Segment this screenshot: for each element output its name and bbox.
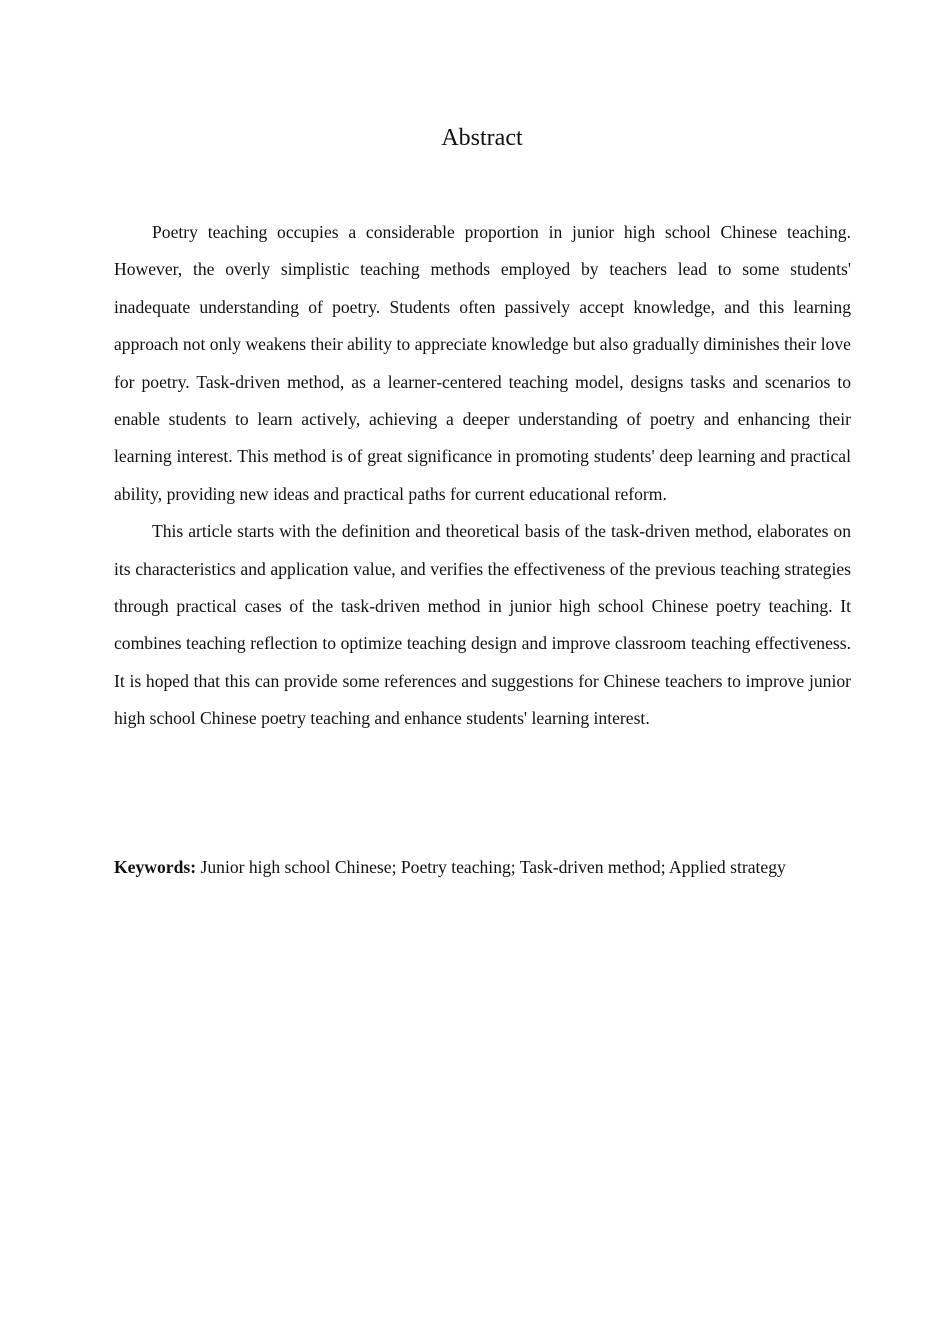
abstract-body xyxy=(114,214,851,738)
keywords-value: Junior high school Chinese; Poetry teaching; Task-driven method; Applied strategy xyxy=(200,857,786,877)
abstract-paragraph-2: This article starts with the definition and theoretical basis of the task-driven method, elaborates on its characteristics and application value, and verifies the effectiveness of the previous teaching strategies through practical cases of the task-driven method in junior high school Chinese poetry teaching. It combines teaching reflection to optimize teaching design and improve classroom teaching effectiveness. It is hoped that this can provide some references and suggestions for Chinese teachers to improve junior high school Chinese poetry teaching and enhance students' learning interest. xyxy=(114,521,851,729)
abstract-paragraph-1: Poetry teaching occupies a considerable proportion in junior high school Chinese teaching. However, the overly simplistic teaching methods employed by teachers lead to some students' inadequate understanding of poetry. Students often passively accept knowledge, and this learning approach not only weakens their ability to appreciate knowledge but also gradually diminishes their love for poetry. Task-driven method, as a learner-centered teaching model, designs tasks and scenarios to enable students to learn actively, achieving a deeper understanding of poetry and enhancing their learning interest. This method is of great significance in promoting students' deep learning and practical ability, providing new ideas and practical paths for current educational reform. xyxy=(114,222,851,504)
keywords-label: Keywords: xyxy=(114,857,197,877)
keywords-line xyxy=(114,849,874,886)
page-title: Abstract xyxy=(441,125,523,151)
